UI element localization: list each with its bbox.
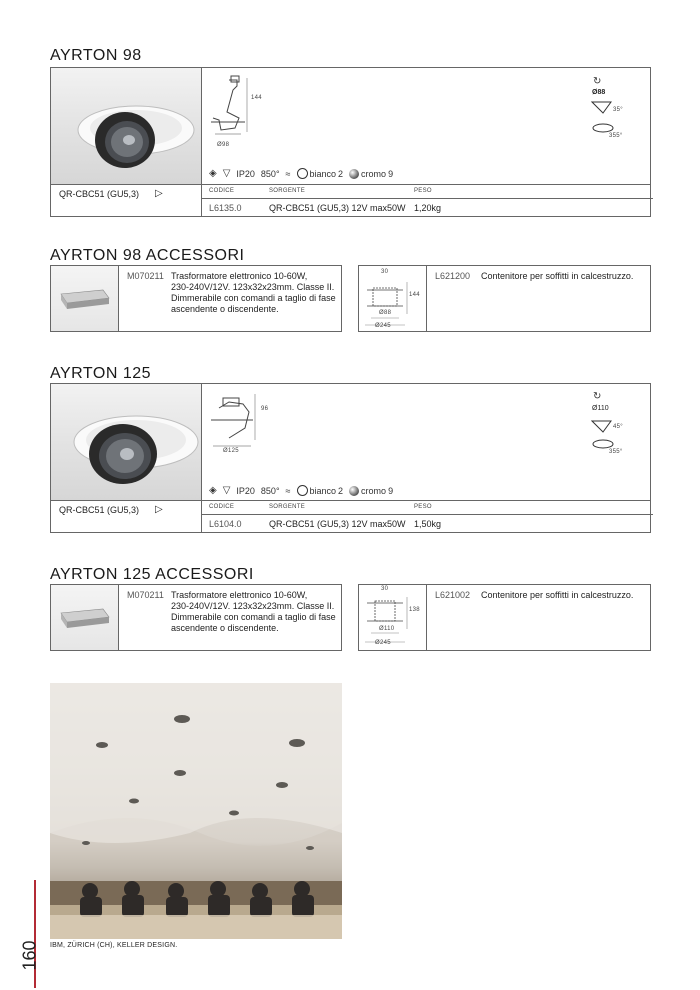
row-code: L6104.0 <box>209 519 242 529</box>
housing-drawing <box>363 589 425 649</box>
row-source: QR-CBC51 (GU5,3) 12V max50W <box>269 519 406 529</box>
section-title: AYRTON 98 <box>50 47 142 64</box>
glow-wire-temp: 850° <box>260 485 280 496</box>
dim-outer: Ø245 <box>375 323 391 329</box>
dim-height: 144 <box>251 95 262 101</box>
tilt-icon <box>591 100 613 114</box>
accessory-title: AYRTON 98 ACCESSORI <box>50 247 245 264</box>
installation-photo <box>50 683 342 939</box>
housing-code: L621200 <box>435 271 471 281</box>
finish-white-code: 2 <box>338 168 344 179</box>
desc-line: Trasformatore elettronico 10-60W, <box>171 271 308 281</box>
chrome-finish-icon <box>349 486 359 496</box>
conference-room-image <box>50 683 342 939</box>
header-code: CODICE <box>209 188 235 194</box>
transformer-desc <box>171 271 341 315</box>
ip-rating: IP20 <box>236 168 255 179</box>
dim-diameter: Ø98 <box>217 142 230 148</box>
cut-hole-icon: ↻ <box>593 76 602 87</box>
header-source: SORGENTE <box>269 504 306 510</box>
tilt-icon <box>591 419 613 433</box>
header-weight: PESO <box>414 188 432 194</box>
dim-top: 30 <box>381 269 389 275</box>
product-box <box>50 67 651 217</box>
header-source: SORGENTE <box>269 188 306 194</box>
housing-code: L621002 <box>435 590 471 600</box>
class-ii-icon: ◈ <box>209 485 217 496</box>
downlight-image <box>51 384 201 501</box>
lamp-type: QR-CBC51 (GU5,3) <box>59 505 140 515</box>
finish-chrome-label: cromo <box>361 485 387 496</box>
triangle-f-icon: ▽ <box>222 168 231 179</box>
emc-icon: ≈ <box>285 168 291 179</box>
dim-outer: Ø245 <box>375 640 391 646</box>
downlight-image <box>51 68 201 185</box>
desc-line: Trasformatore elettronico 10-60W, <box>171 590 308 600</box>
desc-line: 230-240V/12V. 123x32x23mm. Classe II. <box>171 601 335 611</box>
accessory-right-box <box>358 584 651 651</box>
dim-side: 144 <box>409 292 420 298</box>
dim-top: 30 <box>381 586 389 592</box>
features-row <box>209 485 393 496</box>
transformer-desc <box>171 590 341 634</box>
cut-hole-icon: ↻ <box>593 391 602 402</box>
transformer-image <box>51 585 118 650</box>
desc-line: Dimmerabile con comandi a taglio di fase <box>171 612 336 622</box>
row-weight: 1,20kg <box>414 203 442 213</box>
product-photo <box>51 384 201 501</box>
cut-hole-value: Ø88 <box>592 89 606 96</box>
dim-diameter: Ø125 <box>223 448 239 454</box>
tilt-value: 45° <box>613 424 623 430</box>
row-source: QR-CBC51 (GU5,3) 12V max50W <box>269 203 406 213</box>
triangle-f-icon: ▽ <box>222 485 231 496</box>
dim-inner: Ø88 <box>379 310 392 316</box>
transformer-code: M070211 <box>127 271 164 281</box>
dim-inner: Ø110 <box>379 626 395 632</box>
accessory-left-box <box>50 265 342 332</box>
row-weight: 1,50kg <box>414 519 442 529</box>
lamp-type: QR-CBC51 (GU5,3) <box>59 189 140 199</box>
finish-chrome-label: cromo <box>361 168 387 179</box>
transformer-photo <box>51 585 118 650</box>
page-number: 160 <box>19 940 40 971</box>
dim-side: 138 <box>409 607 420 613</box>
row-code: L6135.0 <box>209 203 242 213</box>
code-table <box>201 500 653 533</box>
ip-rating: IP20 <box>236 485 255 496</box>
white-finish-icon <box>297 485 308 496</box>
product-photo <box>51 68 201 185</box>
rotate-value: 355° <box>609 133 623 139</box>
desc-line: 230-240V/12V. 123x32x23mm. Classe II. <box>171 282 335 292</box>
section-title: AYRTON 125 <box>50 365 152 382</box>
emc-icon: ≈ <box>285 485 291 496</box>
class-ii-icon: ◈ <box>209 168 217 179</box>
desc-line: ascendente o discendente. <box>171 304 279 314</box>
accessory-left-box <box>50 584 342 651</box>
desc-line: Dimmerabile con comandi a taglio di fase <box>171 293 336 303</box>
transformer-code: M070211 <box>127 590 164 600</box>
header-code: CODICE <box>209 504 235 510</box>
code-table <box>201 184 653 217</box>
photo-caption: IBM, ZÜRICH (CH), KELLER DESIGN. <box>50 942 178 949</box>
cut-hole-value: Ø110 <box>592 405 609 412</box>
finish-white-label: bianco <box>309 485 337 496</box>
glow-wire-temp: 850° <box>260 168 280 179</box>
header-weight: PESO <box>414 504 432 510</box>
tilt-value: 35° <box>613 107 623 113</box>
accessory-title: AYRTON 125 ACCESSORI <box>50 566 254 583</box>
finish-white-code: 2 <box>338 485 344 496</box>
lamp-icon: ▷ <box>155 504 163 515</box>
finish-chrome-code: 9 <box>388 485 394 496</box>
chrome-finish-icon <box>349 169 359 179</box>
lamp-icon: ▷ <box>155 188 163 199</box>
accessory-right-box <box>358 265 651 332</box>
housing-desc: Contenitore per soffitti in calcestruzzo. <box>481 590 634 600</box>
dim-height: 96 <box>261 406 269 412</box>
finish-white-label: bianco <box>309 168 337 179</box>
transformer-photo <box>51 266 118 331</box>
housing-drawing <box>363 270 425 330</box>
rotate-value: 355° <box>609 449 623 455</box>
transformer-image <box>51 266 118 331</box>
finish-chrome-code: 9 <box>388 168 394 179</box>
housing-desc: Contenitore per soffitti in calcestruzzo. <box>481 271 634 281</box>
white-finish-icon <box>297 168 308 179</box>
product-box <box>50 383 651 533</box>
desc-line: ascendente o discendente. <box>171 623 279 633</box>
features-row <box>209 168 393 179</box>
